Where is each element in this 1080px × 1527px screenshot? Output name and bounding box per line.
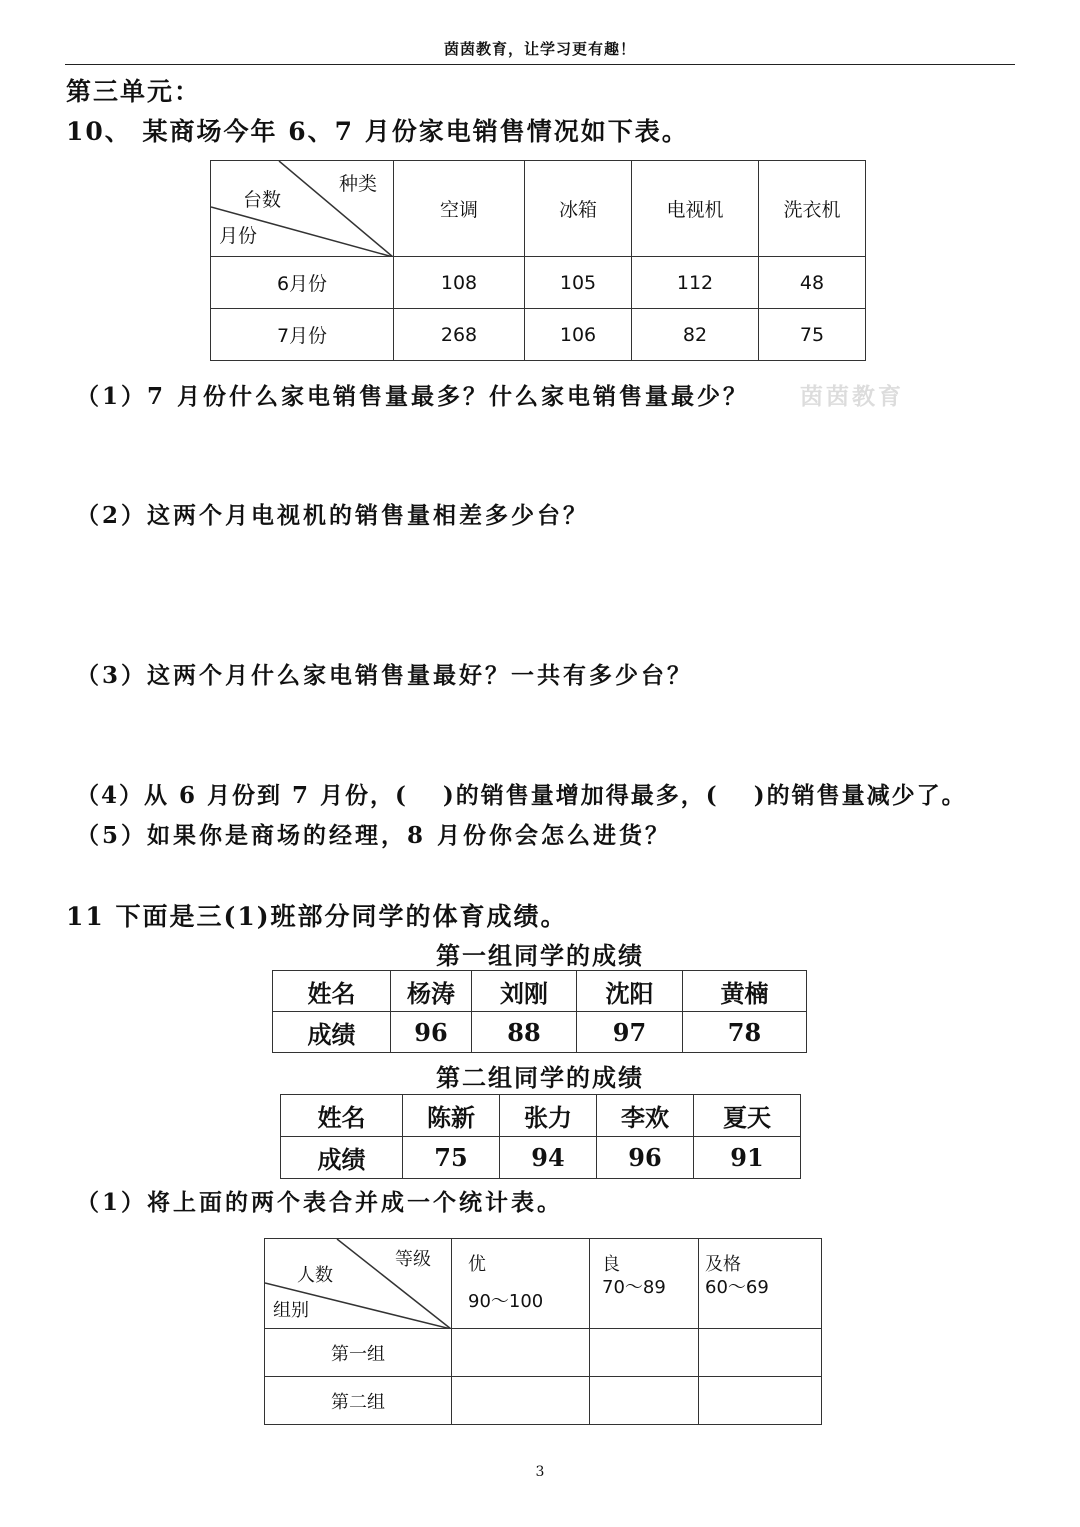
row-label: 成绩 [273, 1012, 391, 1053]
grade-header [452, 1239, 590, 1329]
header-cell: 冰箱 [525, 161, 632, 257]
question-10-2: （2）这两个月电视机的销售量相差多少台？ [76, 502, 590, 529]
row-label: 第二组 [265, 1377, 452, 1425]
question-10-4: （4）从 6 月份到 7 月份，( )的销售量增加得最多，( )的销售量减少了。 [76, 782, 967, 809]
unit-title: 第三单元： [66, 77, 202, 106]
score-cell: 94 [500, 1137, 597, 1179]
header-cell: 电视机 [632, 161, 759, 257]
answer-cell[interactable] [699, 1329, 822, 1377]
question-10-3: （3）这两个月什么家电销售量最好？一共有多少台？ [76, 662, 694, 689]
corner-label-grade: 等级 [395, 1249, 431, 1270]
sales-table-corner [211, 161, 394, 257]
corner-label-category: 种类 [339, 173, 378, 195]
name-cell: 刘刚 [472, 971, 577, 1012]
table-cell: 48 [759, 257, 866, 309]
group2-caption: 第二组同学的成绩 [436, 1063, 644, 1092]
corner-label-month: 月份 [219, 225, 258, 247]
question-11-title: 11 下面是三(1)班部分同学的体育成绩。 [66, 902, 568, 931]
grade-header [699, 1239, 822, 1329]
grade-name: 良 [602, 1254, 620, 1275]
question-11-1: （1）将上面的两个表合并成一个统计表。 [76, 1189, 564, 1216]
answer-cell[interactable] [452, 1377, 590, 1425]
answer-cell[interactable] [590, 1329, 699, 1377]
grade-range: 60～69 [705, 1277, 769, 1299]
score-cell: 78 [683, 1012, 807, 1053]
grade-header [590, 1239, 699, 1329]
table-cell: 108 [394, 257, 525, 309]
name-cell: 黄楠 [683, 971, 807, 1012]
stat-table-corner [265, 1239, 452, 1329]
table-row [211, 309, 866, 361]
header-divider [65, 64, 1015, 65]
table-cell: 106 [525, 309, 632, 361]
table-row [281, 1095, 801, 1137]
grade-name: 及格 [705, 1254, 741, 1275]
table-row [211, 257, 866, 309]
table-cell: 105 [525, 257, 632, 309]
score-cell: 91 [694, 1137, 801, 1179]
name-cell: 杨涛 [391, 971, 472, 1012]
name-cell: 沈阳 [577, 971, 683, 1012]
score-cell: 97 [577, 1012, 683, 1053]
table-cell: 75 [759, 309, 866, 361]
row-label: 成绩 [281, 1137, 403, 1179]
row-label: 7月份 [211, 309, 394, 361]
corner-label-group: 组别 [273, 1300, 309, 1321]
name-cell: 陈新 [403, 1095, 500, 1137]
header-cell: 空调 [394, 161, 525, 257]
row-label: 姓名 [273, 971, 391, 1012]
stat-table [264, 1238, 822, 1425]
grade-range: 90～100 [468, 1291, 544, 1313]
name-cell: 夏天 [694, 1095, 801, 1137]
header-cell: 洗衣机 [759, 161, 866, 257]
grade-range: 70～89 [602, 1277, 666, 1299]
table-row [273, 1012, 807, 1053]
table-row [273, 971, 807, 1012]
page-header: 茵茵教育，让学习更有趣！ [443, 40, 636, 58]
score-cell: 88 [472, 1012, 577, 1053]
row-label: 第一组 [265, 1329, 452, 1377]
page-number: 3 [535, 1464, 545, 1480]
score-cell: 96 [391, 1012, 472, 1053]
answer-cell[interactable] [452, 1329, 590, 1377]
grade-name: 优 [468, 1254, 486, 1275]
question-10-title: 10、 某商场今年 6、7 月份家电销售情况如下表。 [66, 117, 689, 146]
name-cell: 李欢 [597, 1095, 694, 1137]
corner-label-people: 人数 [297, 1265, 333, 1286]
table-cell: 112 [632, 257, 759, 309]
table-row [265, 1377, 822, 1425]
answer-cell[interactable] [699, 1377, 822, 1425]
group1-caption: 第一组同学的成绩 [436, 941, 644, 970]
row-label: 6月份 [211, 257, 394, 309]
table-cell: 268 [394, 309, 525, 361]
watermark: 茵茵教育 [800, 383, 904, 410]
answer-cell[interactable] [590, 1377, 699, 1425]
score-cell: 96 [597, 1137, 694, 1179]
row-label: 姓名 [281, 1095, 403, 1137]
name-cell: 张力 [500, 1095, 597, 1137]
corner-label-count: 台数 [243, 189, 282, 211]
table-row [265, 1329, 822, 1377]
group1-table [272, 970, 807, 1053]
sales-table [210, 160, 866, 361]
table-row [281, 1137, 801, 1179]
question-10-5: （5）如果你是商场的经理，8 月份你会怎么进货？ [76, 822, 672, 849]
table-cell: 82 [632, 309, 759, 361]
score-cell: 75 [403, 1137, 500, 1179]
question-10-1: （1）7 月份什么家电销售量最多？什么家电销售量最少？ [76, 383, 750, 410]
group2-table [280, 1094, 801, 1179]
